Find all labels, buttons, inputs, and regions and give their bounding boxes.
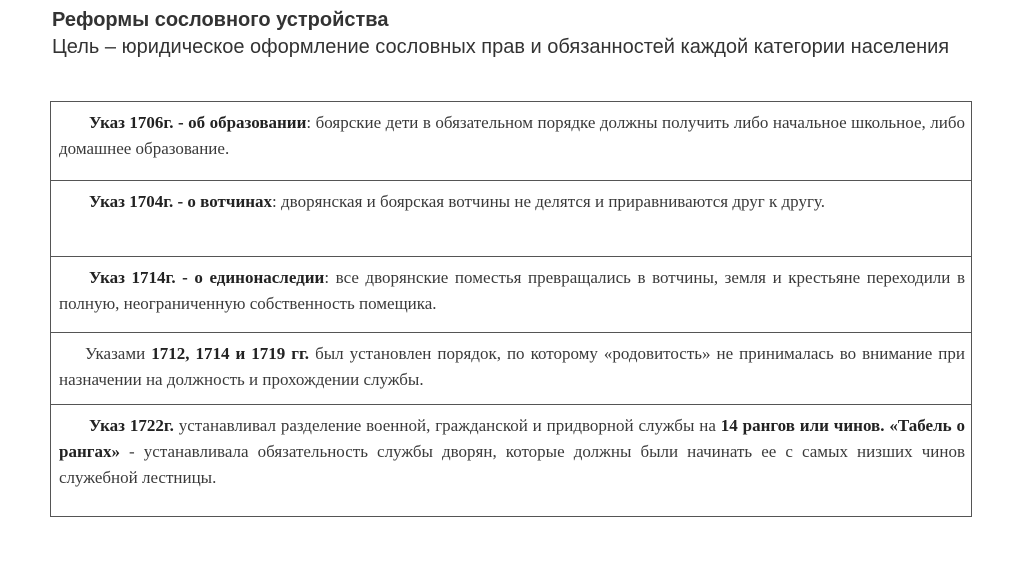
decree-text: устанавливал разделение военной, гражданской и придворной службы на xyxy=(173,416,721,435)
decree-prefix: Указами xyxy=(85,344,152,363)
page-title: Реформы сословного устройства xyxy=(52,9,389,31)
header xyxy=(52,8,992,60)
decree-heading: 1712, 1714 и 1719 гг. xyxy=(151,344,310,363)
page-subtitle: Цель – юридическое оформление сословных прав и обязанностей каждой категории населения xyxy=(52,36,950,58)
decree-row-1706 xyxy=(51,102,971,181)
decree-text: : дворянская и боярская вотчины не делятся и приравниваются друг к другу. xyxy=(272,192,825,211)
decree-row-1712-1719 xyxy=(51,333,971,405)
decree-row-1722 xyxy=(51,405,971,516)
decree-text-2: - устанавливала обязательность службы дворян, которые должны были начинать ее с самых низших чинов служебной лестницы. xyxy=(59,442,965,487)
decree-row-1704 xyxy=(51,181,971,257)
decree-heading: Указ 1706г. - об образовании xyxy=(89,113,307,132)
decree-heading-2: 14 рангов или чинов. «Табель о рангах» xyxy=(59,416,965,461)
decree-text: : боярские дети в обязательном порядке должны получить либо начальное школьное, либо домашнее образование. xyxy=(59,113,965,158)
decree-text: : все дворянские поместья превращались в вотчины, земля и крестьяне переходили в полную, неограниченную собственность помещика. xyxy=(59,268,965,313)
decree-heading: Указ 1714г. - о единонаследии xyxy=(89,268,325,287)
decree-text: был установлен порядок, по которому «родовитость» не принималась во внимание при назначении на должность и прохождении службы. xyxy=(59,344,965,389)
decree-row-1714 xyxy=(51,257,971,333)
decree-heading: Указ 1722г. xyxy=(89,416,174,435)
decree-heading: Указ 1704г. - о вотчинах xyxy=(89,192,273,211)
decrees-table xyxy=(50,101,972,517)
